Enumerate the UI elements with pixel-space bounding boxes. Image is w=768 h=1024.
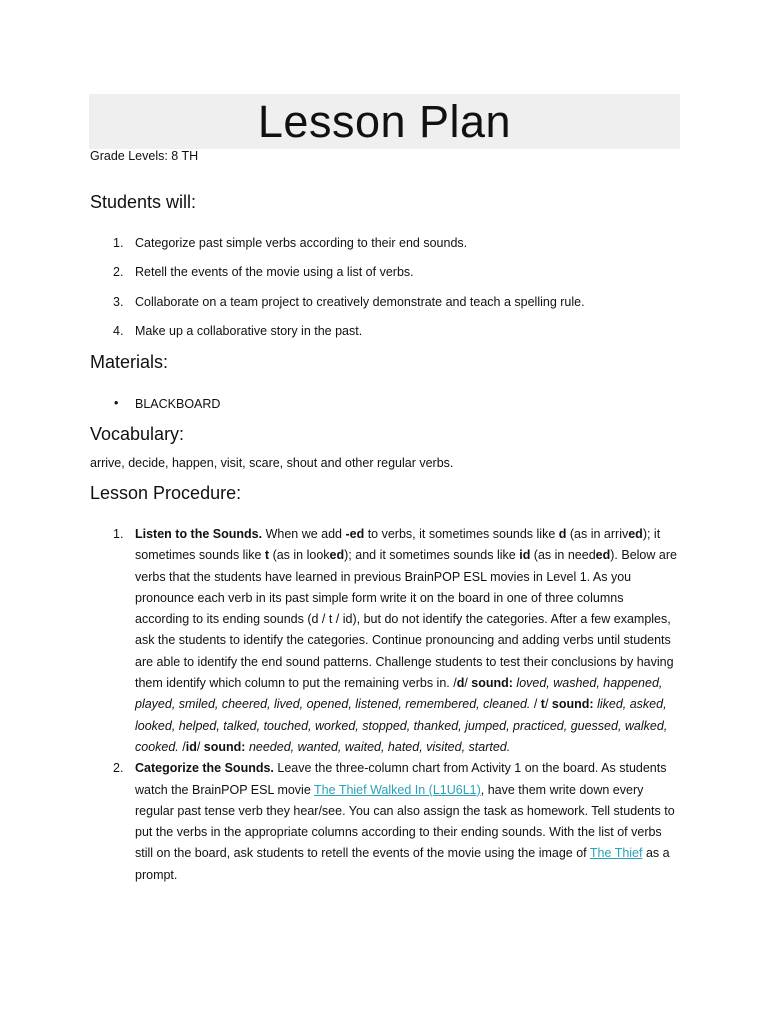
list-item: 3. Collaborate on a team project to creatively demonstrate and teach a spelling rule. xyxy=(113,294,585,309)
students-will-heading: Students will: xyxy=(90,192,197,212)
bullet-icon: • xyxy=(114,396,119,410)
list-item: 2. Categorize the Sounds. Leave the three-column chart from Activity 1 on the board. As students watch the BrainPOP ESL movie The Thief Walked In (L1U6L1), have them write down every regular past tense verb they hear/see. You can also assign the task as homework. Tell students to put the verbs in the appropriate columns according to their ending sounds. With the list of verbs still on the board, ask students to retell the events of the movie using the image of The Thief as a prompt. xyxy=(90,758,690,886)
grade-levels: Grade Levels: 8 TH xyxy=(90,149,199,163)
materials-item: BLACKBOARD xyxy=(135,397,221,411)
materials-heading: Materials: xyxy=(90,352,169,372)
students-will-list xyxy=(90,236,690,353)
list-item: 2. Retell the events of the movie using a list of verbs. xyxy=(113,265,414,280)
thief-walked-in-link[interactable]: The Thief Walked In (L1U6L1) xyxy=(314,782,481,797)
procedure-step-text: Listen to the Sounds. When we add -ed to verbs, it sometimes sounds like d (as in arrived); it sometimes sounds like t (as in looked); and it sometimes sounds like id (as in needed). Below are verbs that the students have learned in previous BrainPOP ESL movies in Level 1. As you pronounce each verb in its past simple form write it on the board in one of three columns according to its ending sounds (d / t / id), but do not identify the categories. After a few examples, ask the students to identify the categories. Continue pronouncing and adding verbs until students are able to identify the end sound patterns. Challenge students to test their conclusions by having them identify which column to put the remaining verbs in. /d/ sound: loved, washed, happened, played, smiled, cheered, lived, opened, listened, remembered, cleaned. / t/ sound: liked, asked, looked, helped, talked, touched, worked, stopped, thanked, jumped, practiced, guessed, walked, cooked. /id/ sound: needed, wanted, waited, hated, visited, started. xyxy=(135,527,677,754)
vocabulary-heading: Vocabulary: xyxy=(90,424,185,444)
page-title: Lesson Plan xyxy=(257,96,512,147)
vocabulary-text: arrive, decide, happen, visit, scare, shout and other regular verbs. xyxy=(90,456,454,470)
procedure-list xyxy=(90,524,690,886)
list-item: 4. Make up a collaborative story in the past. xyxy=(113,323,363,338)
title-banner xyxy=(89,94,680,149)
list-item: 1. Categorize past simple verbs according to their end sounds. xyxy=(113,236,468,250)
the-thief-link[interactable]: The Thief xyxy=(589,846,643,861)
list-item: 1. Listen to the Sounds. When we add -ed to verbs, it sometimes sounds like d (as in arrived); it sometimes sounds like t (as in looked); and it sometimes sounds like id (as in needed). Below are verbs that the students have learned in previous BrainPOP ESL movies in Level 1. As you pronounce each verb in its past simple form write it on the board in one of three columns according to its ending sounds (d / t / id), but do not identify the categories. After a few examples, ask the students to identify the categories. Continue pronouncing and adding verbs until students are able to identify the end sound patterns. Challenge students to test their conclusions by having them identify which column to put the remaining verbs in. /d/ sound: loved, washed, happened, played, smiled, cheered, lived, opened, listened, remembered, cleaned. / t/ sound: liked, asked, looked, helped, talked, touched, worked, stopped, thanked, jumped, practiced, guessed, walked, cooked. /id/ sound: needed, wanted, waited, hated, visited, started. xyxy=(90,524,690,758)
lesson-procedure-heading: Lesson Procedure: xyxy=(90,483,242,503)
procedure-step-text: Categorize the Sounds. Leave the three-column chart from Activity 1 on the board. As students watch the BrainPOP ESL movie The Thief Walked In (L1U6L1), have them write down every regular past tense verb they hear/see. You can also assign the task as homework. Tell students to put the verbs in the appropriate columns according to their ending sounds. With the list of verbs still on the board, ask students to retell the events of the movie using the image of The Thief as a prompt. xyxy=(135,761,675,882)
